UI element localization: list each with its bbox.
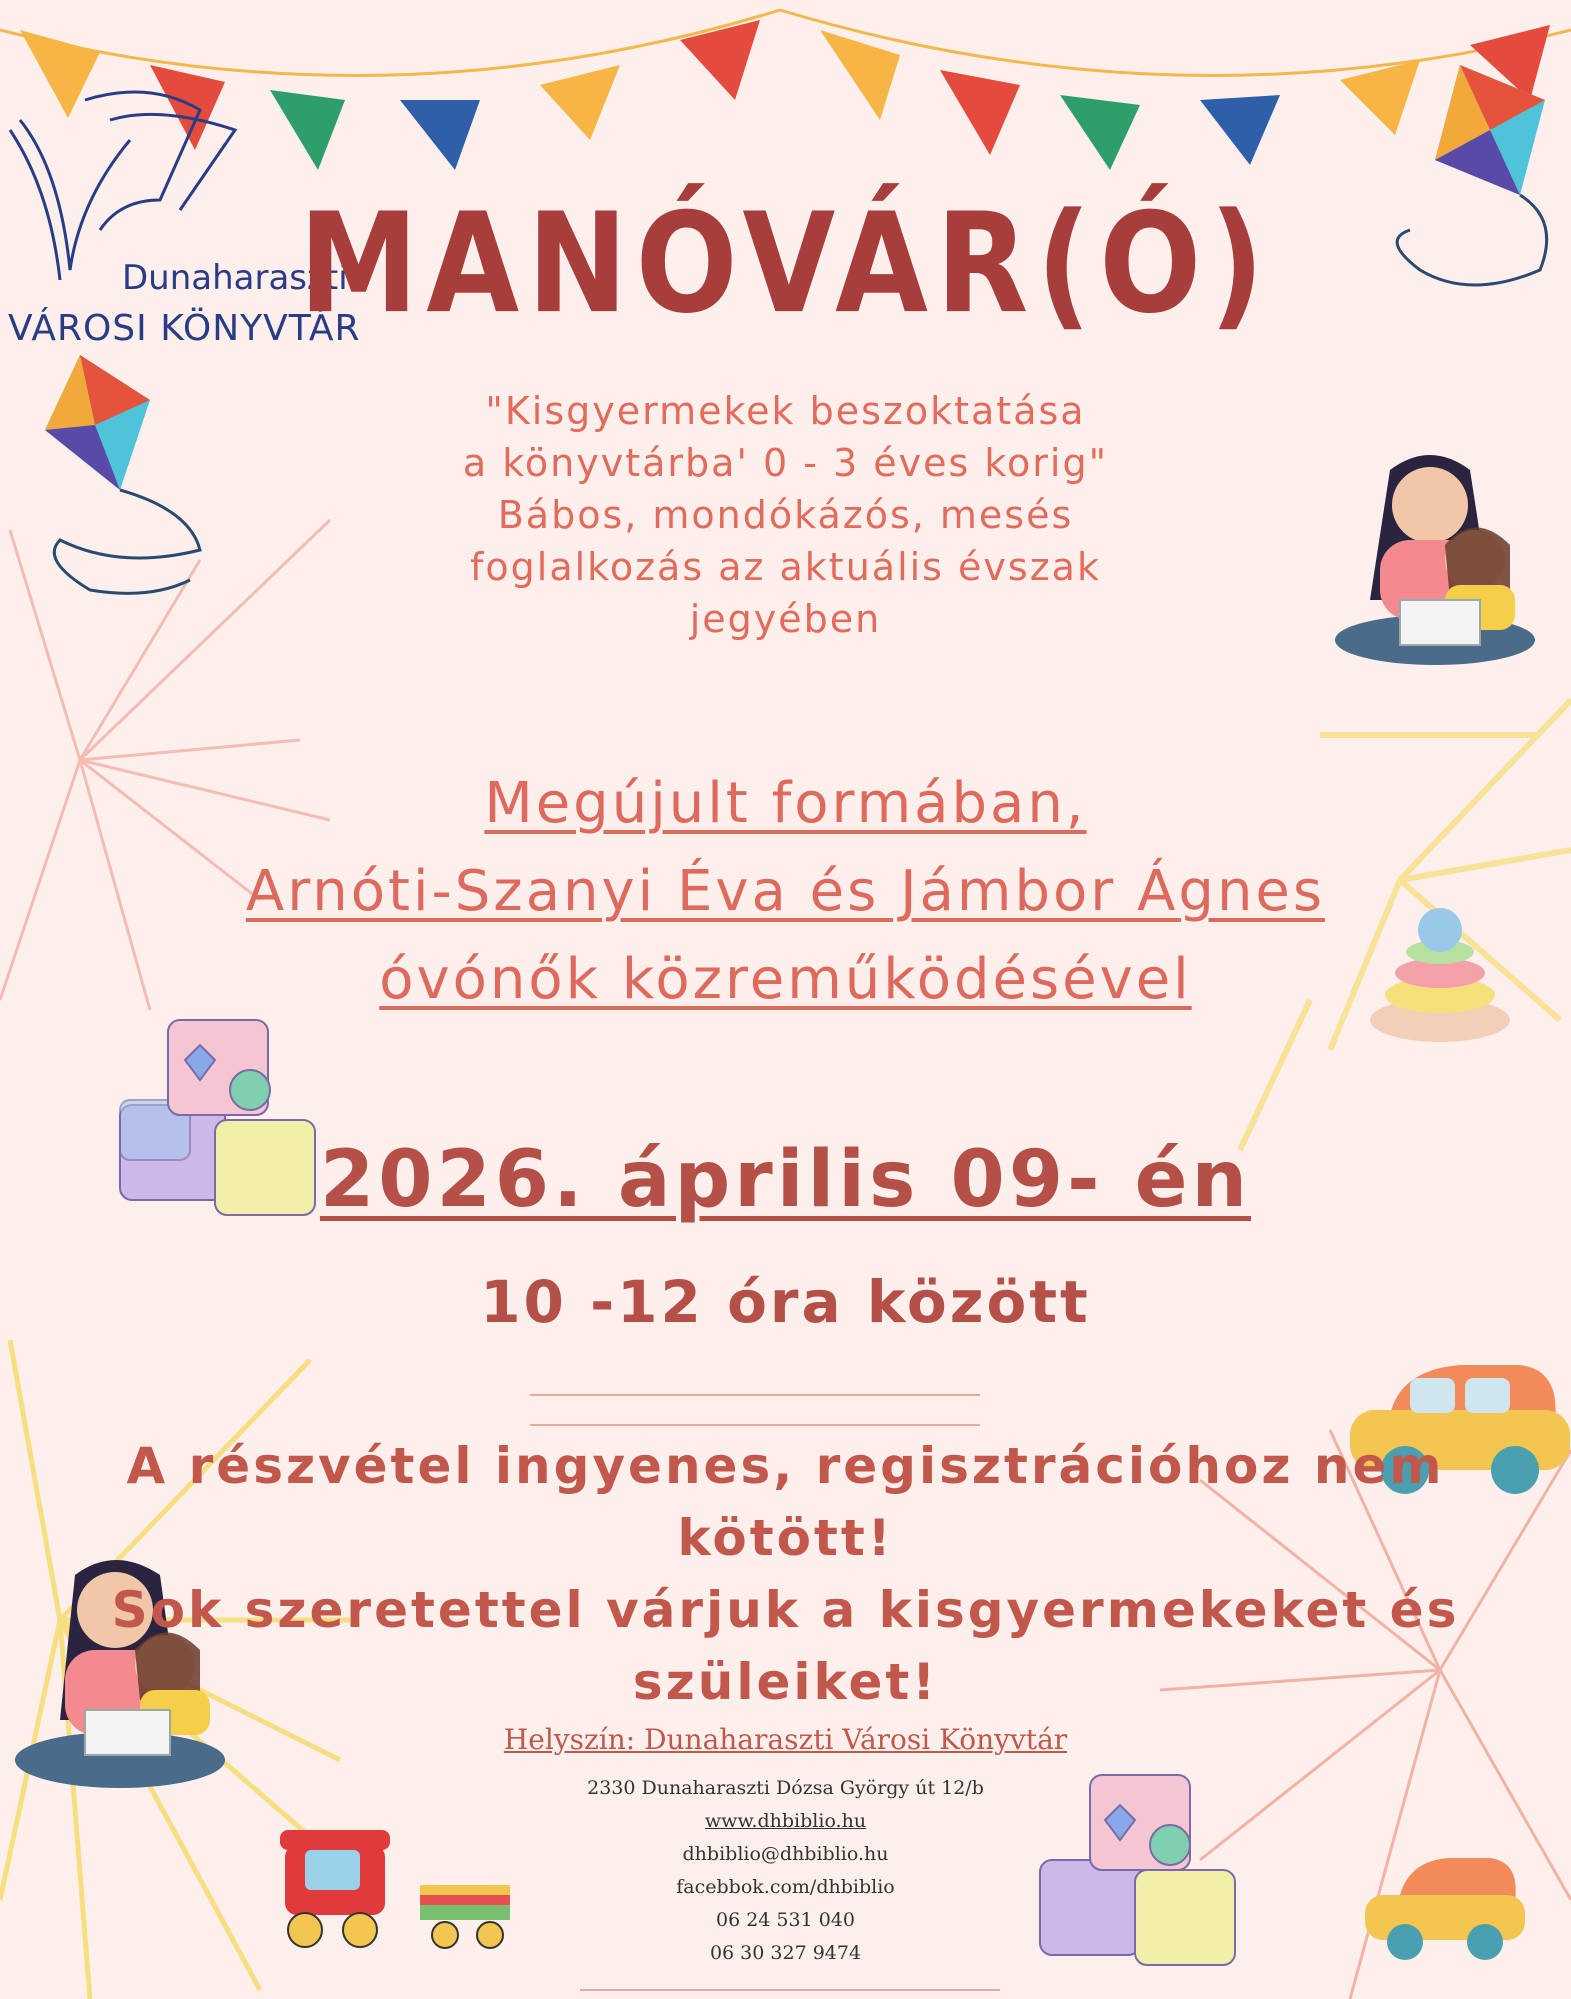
bunting-string [0,10,1571,75]
address: 2330 Dunaharaszti Dózsa György út 12/b [587,1777,984,1799]
toy-blocks-bottom [1040,1775,1235,1965]
location-heading: Helyszín: Dunaharaszti Városi Könyvtár [503,1723,1068,1756]
facebook-link[interactable]: facebbok.com/dhbiblio [676,1876,895,1898]
phone-2: 06 30 327 9474 [709,1942,862,1964]
highlight-line: Arnóti-Szanyi Éva és Jámbor Ágnes [245,859,1326,924]
event-date: 2026. április 09- én [319,1135,1252,1225]
highlight-block [0,760,1571,1024]
page-title: MANÓVÁR(Ó) [298,184,1273,345]
info-line: Sok szeretettel várjuk a kisgyermekeket és [111,1581,1460,1639]
bunting-flags [20,20,1550,170]
website-link[interactable]: www.dhbiblio.hu [704,1810,867,1832]
highlight-line: óvónők közreműködésével [379,947,1192,1012]
logo-line-1: Dunaharaszti [122,258,348,298]
subtitle-line: foglalkozás az aktuális évszak [470,545,1101,589]
info-line: kötött! [677,1509,894,1567]
event-time: 10 -12 óra között [480,1268,1091,1336]
logo-line-2: VÁROSI KÖNYVTÁR [8,308,361,349]
subtitle-block [0,385,1571,645]
email-address[interactable]: dhbiblio@dhbiblio.hu [682,1843,889,1865]
subtitle-line: jegyében [689,597,882,641]
highlight-line: Megújult formában, [484,771,1087,836]
info-line: A részvétel ingyenes, regisztrációhoz nem [126,1437,1445,1495]
phone-1: 06 24 531 040 [715,1909,855,1931]
info-line: szüleiket! [632,1653,939,1711]
subtitle-line: "Kisgyermekek beszoktatása [485,389,1086,433]
subtitle-line: a könyvtárba' 0 - 3 éves korig" [462,441,1109,485]
info-block [0,1430,1571,1718]
subtitle-line: Bábos, mondókázós, mesés [497,493,1074,537]
